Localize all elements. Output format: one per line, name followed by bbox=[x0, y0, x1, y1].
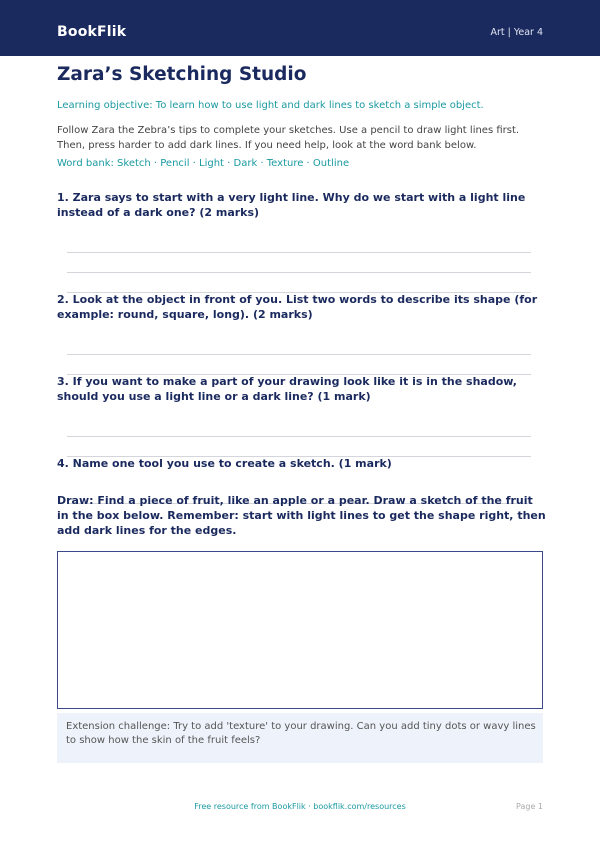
page-number: Page 1 bbox=[516, 802, 543, 811]
page-title: Zara’s Sketching Studio bbox=[57, 64, 307, 85]
footer-credit: Free resource from BookFlik · bookflik.com/resources bbox=[194, 802, 406, 811]
brand-logo: BookFlik bbox=[57, 24, 127, 40]
answer-line[interactable] bbox=[67, 272, 531, 273]
question-2: 2. Look at the object in front of you. List two words to describe its shape (for example: round, square, long). (2 marks) bbox=[57, 293, 538, 321]
question-1: 1. Zara says to start with a very light line. Why do we start with a light line instead of a dark one? (2 marks) bbox=[57, 191, 526, 219]
answer-line[interactable] bbox=[67, 354, 531, 355]
extension-challenge: Extension challenge: Try to add 'texture' to your drawing. Can you add tiny dots or wavy lines to show how the skin of the fruit feels? bbox=[66, 721, 536, 746]
learning-objective: Learning objective: To learn how to use light and dark lines to sketch a simple object. bbox=[57, 100, 484, 111]
answer-line[interactable] bbox=[67, 436, 531, 437]
word-bank: Word bank: Sketch · Pencil · Light · Dark · Texture · Outline bbox=[57, 158, 350, 169]
drawing-box[interactable] bbox=[57, 551, 543, 709]
page-header bbox=[0, 0, 600, 56]
draw-task: Draw: Find a piece of fruit, like an apple or a pear. Draw a sketch of the fruit in the box below. Remember: start with light lines to get the shape right, then add dark lines for the edges. bbox=[57, 494, 546, 537]
instructions: Follow Zara the Zebra’s tips to complete your sketches. Use a pencil to draw light lines first. Then, press harder to add dark lines. If you need help, look at the word bank below. bbox=[57, 125, 520, 151]
answer-line[interactable] bbox=[67, 252, 531, 253]
question-3: 3. If you want to make a part of your drawing look like it is in the shadow, should you use a light line or a dark line? (1 mark) bbox=[57, 375, 517, 403]
question-4: 4. Name one tool you use to create a sketch. (1 mark) bbox=[57, 457, 392, 470]
subject-year-label: Art | Year 4 bbox=[490, 27, 543, 38]
extension-panel bbox=[57, 713, 543, 763]
